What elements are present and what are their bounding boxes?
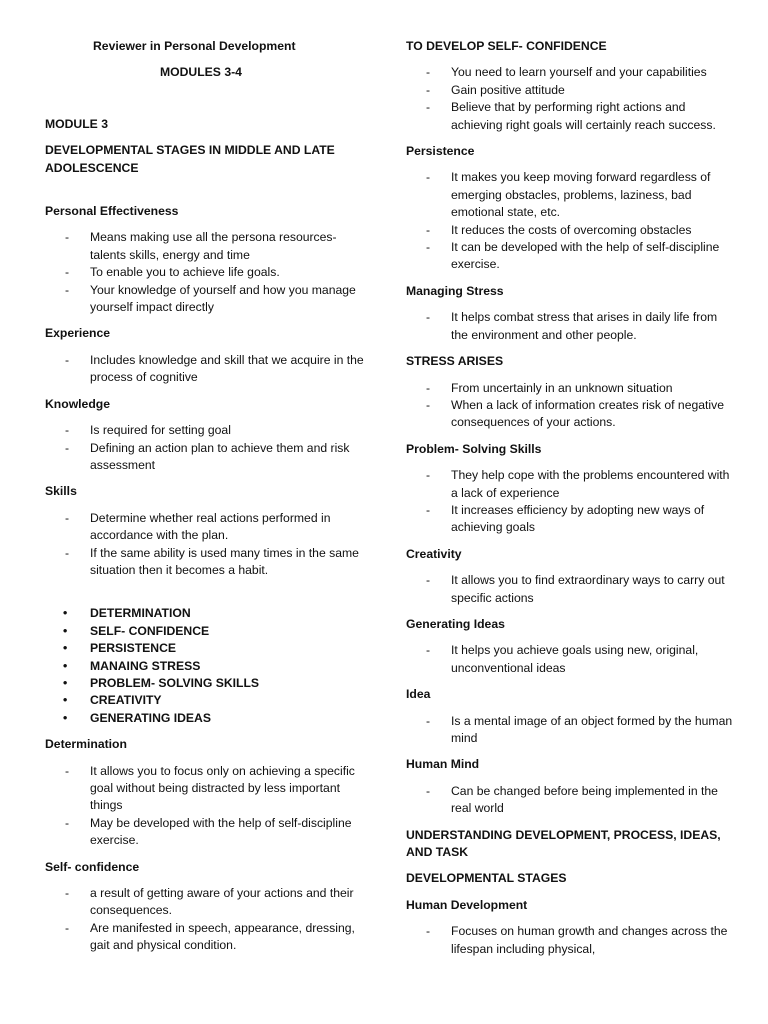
list-item (45, 885, 375, 920)
dash-marker: - (65, 423, 70, 438)
list-item (406, 467, 736, 502)
dash-marker: - (65, 265, 70, 280)
dash-list (406, 713, 736, 748)
list-item (406, 380, 736, 397)
list-item-text: Is required for setting goal (90, 423, 231, 438)
dash-list (406, 380, 736, 432)
dash-list (45, 352, 375, 387)
dash-marker: - (426, 924, 431, 939)
dash-marker: - (65, 352, 70, 367)
list-item (406, 502, 736, 537)
list-item (406, 82, 736, 99)
bullet-marker: • (63, 623, 68, 638)
understanding-heading: UNDERSTANDING DEVELOPMENT, PROCESS, IDEAS, AND TASK (406, 827, 721, 860)
dash-marker: - (426, 502, 431, 517)
list-item-text: When a lack of information creates risk of negative consequences of your actions. (451, 397, 724, 430)
bullet-item (45, 692, 375, 709)
list-item (406, 169, 736, 221)
left-column (45, 38, 375, 955)
dash-marker: - (426, 170, 431, 185)
dash-marker: - (426, 380, 431, 395)
modules-label: MODULES 3-4 (160, 65, 242, 80)
left-sections (45, 203, 375, 579)
section-heading: Determination (45, 737, 127, 752)
list-item (406, 222, 736, 239)
bullet-text: PERSISTENCE (90, 641, 177, 656)
dash-marker: - (426, 713, 431, 728)
list-item (45, 815, 375, 850)
dash-marker: - (426, 310, 431, 325)
dash-list (406, 923, 736, 958)
dev-stages-heading: DEVELOPMENTAL STAGES (406, 871, 567, 886)
left-sections-2 (45, 736, 375, 954)
dash-marker: - (426, 643, 431, 658)
list-item (406, 572, 736, 607)
list-item-text: Means making use all the persona resources- talents skills, energy and time (90, 230, 337, 262)
list-item-text: Are manifested in speech, appearance, dressing, gait and physical condition. (90, 920, 355, 953)
list-item-text: Can be changed before being implemented in the real world (451, 783, 718, 816)
section-heading: Human Mind (406, 757, 480, 772)
list-item-text: It makes you keep moving forward regardless of emerging obstacles, problems, laziness, bad emotional state, etc. (451, 170, 711, 220)
bullet-item (45, 605, 375, 622)
list-item (406, 309, 736, 344)
list-item (406, 642, 736, 677)
bullet-text: SELF- CONFIDENCE (90, 623, 210, 638)
list-item (45, 264, 375, 281)
list-item (45, 763, 375, 815)
section-heading: Human Development (406, 897, 528, 912)
list-item-text: It can be developed with the help of self-discipline exercise. (451, 240, 720, 272)
bullet-item (45, 623, 375, 640)
list-item-text: It allows you to find extraordinary ways to carry out specific actions (451, 573, 725, 605)
dash-list (45, 229, 375, 316)
dash-marker: - (65, 815, 70, 830)
section-heading: Problem- Solving Skills (406, 441, 542, 456)
dash-list (45, 763, 375, 850)
list-item-text: From uncertainly in an unknown situation (451, 380, 673, 395)
list-item-text: Determine whether real actions performed in accordance with the plan. (90, 510, 331, 543)
dash-marker: - (65, 920, 70, 935)
bullet-text: GENERATING IDEAS (90, 710, 211, 725)
list-item-text: It allows you to focus only on achieving a specific goal without being distracted by less important things (90, 763, 355, 813)
dash-list (406, 309, 736, 344)
dash-list (45, 422, 375, 474)
list-item-text: To enable you to achieve life goals. (90, 265, 280, 280)
dash-list (406, 64, 736, 134)
list-item (406, 397, 736, 432)
bullet-marker: • (63, 693, 68, 708)
dash-marker: - (426, 468, 431, 483)
list-item-text: If the same ability is used many times in the same situation then it becomes a habit. (90, 545, 359, 577)
list-item-text: Your knowledge of yourself and how you manage yourself impact directly (90, 282, 356, 315)
dash-marker: - (65, 230, 70, 245)
list-item-text: Gain positive attitude (451, 82, 565, 97)
list-item-text: It helps combat stress that arises in daily life from the environment and other people. (451, 310, 718, 342)
dash-marker: - (65, 510, 70, 525)
bullet-marker: • (63, 606, 68, 621)
bullet-text: DETERMINATION (90, 606, 191, 621)
list-item (406, 99, 736, 134)
module-topic: DEVELOPMENTAL STAGES IN MIDDLE AND LATE ADOLESCENCE (45, 143, 335, 175)
section-heading: Generating Ideas (406, 616, 505, 631)
bullet-text: CREATIVITY (90, 693, 162, 708)
list-item-text: It reduces the costs of overcoming obstacles (451, 222, 692, 237)
list-item (45, 282, 375, 317)
document-title: Reviewer in Personal Development (93, 39, 296, 53)
dash-marker: - (426, 100, 431, 115)
dash-list (406, 467, 736, 537)
bullet-text: PROBLEM- SOLVING SKILLS (90, 675, 260, 690)
list-item (406, 923, 736, 958)
bullet-marker: • (63, 675, 68, 690)
bullet-item (45, 710, 375, 727)
list-item (45, 422, 375, 439)
list-item (406, 783, 736, 818)
section-heading: Idea (406, 687, 431, 702)
section-heading: TO DEVELOP SELF- CONFIDENCE (406, 39, 607, 53)
list-item (406, 239, 736, 274)
dash-list (406, 642, 736, 677)
dash-list (45, 510, 375, 580)
bullet-item (45, 640, 375, 657)
list-item (45, 352, 375, 387)
list-item-text: Is a mental image of an object formed by the human mind (451, 713, 733, 745)
list-item-text: It increases efficiency by adopting new ways of achieving goals (451, 502, 705, 535)
section-heading: Experience (45, 326, 111, 341)
list-item (45, 510, 375, 545)
section-heading: Personal Effectiveness (45, 204, 179, 219)
bullet-item (45, 658, 375, 675)
section-heading: Knowledge (45, 396, 111, 411)
dash-marker: - (426, 783, 431, 798)
dash-list (406, 572, 736, 607)
list-item (406, 713, 736, 748)
list-item (45, 545, 375, 580)
section-heading: Creativity (406, 546, 462, 561)
section-heading: STRESS ARISES (406, 354, 504, 369)
right-column (406, 38, 736, 958)
dash-marker: - (426, 82, 431, 97)
human-development-section (406, 897, 736, 958)
section-heading: Managing Stress (406, 283, 504, 298)
bullet-marker: • (63, 710, 68, 725)
list-item (45, 229, 375, 264)
dash-marker: - (65, 440, 70, 455)
dash-marker: - (426, 240, 431, 255)
dash-marker: - (65, 545, 70, 560)
list-item (45, 440, 375, 475)
section-heading: Skills (45, 484, 77, 499)
list-item-text: Focuses on human growth and changes across the lifespan including physical, (451, 924, 728, 956)
bullet-marker: • (63, 641, 68, 656)
dash-marker: - (426, 222, 431, 237)
dash-list (406, 169, 736, 273)
list-item-text: Includes knowledge and skill that we acquire in the process of cognitive (90, 352, 364, 385)
list-item-text: Defining an action plan to achieve them and risk assessment (90, 440, 350, 472)
list-item (45, 920, 375, 955)
right-sections (406, 38, 736, 827)
skills-bullet-list (45, 605, 375, 727)
dash-marker: - (65, 886, 70, 901)
dash-list (45, 885, 375, 955)
dash-marker: - (426, 65, 431, 80)
list-item-text: You need to learn yourself and your capabilities (451, 65, 707, 80)
list-item-text: Believe that by performing right actions and achieving right goals will certainly reach success. (451, 100, 716, 132)
section-heading: Persistence (406, 144, 475, 159)
list-item-text: It helps you achieve goals using new, original, unconventional ideas (451, 643, 699, 675)
bullet-marker: • (63, 658, 68, 673)
section-heading: Self- confidence (45, 859, 140, 874)
list-item (406, 64, 736, 81)
module-label: MODULE 3 (45, 116, 108, 131)
dash-marker: - (65, 282, 70, 297)
list-item-text: a result of getting aware of your actions and their consequences. (90, 886, 354, 918)
dash-marker: - (65, 763, 70, 778)
list-item-text: May be developed with the help of self-discipline exercise. (90, 815, 352, 848)
bullet-item (45, 675, 375, 692)
bullet-text: MANAING STRESS (90, 658, 201, 673)
list-item-text: They help cope with the problems encountered with a lack of experience (451, 468, 730, 500)
dash-marker: - (426, 397, 431, 412)
dash-marker: - (426, 573, 431, 588)
dash-list (406, 783, 736, 818)
